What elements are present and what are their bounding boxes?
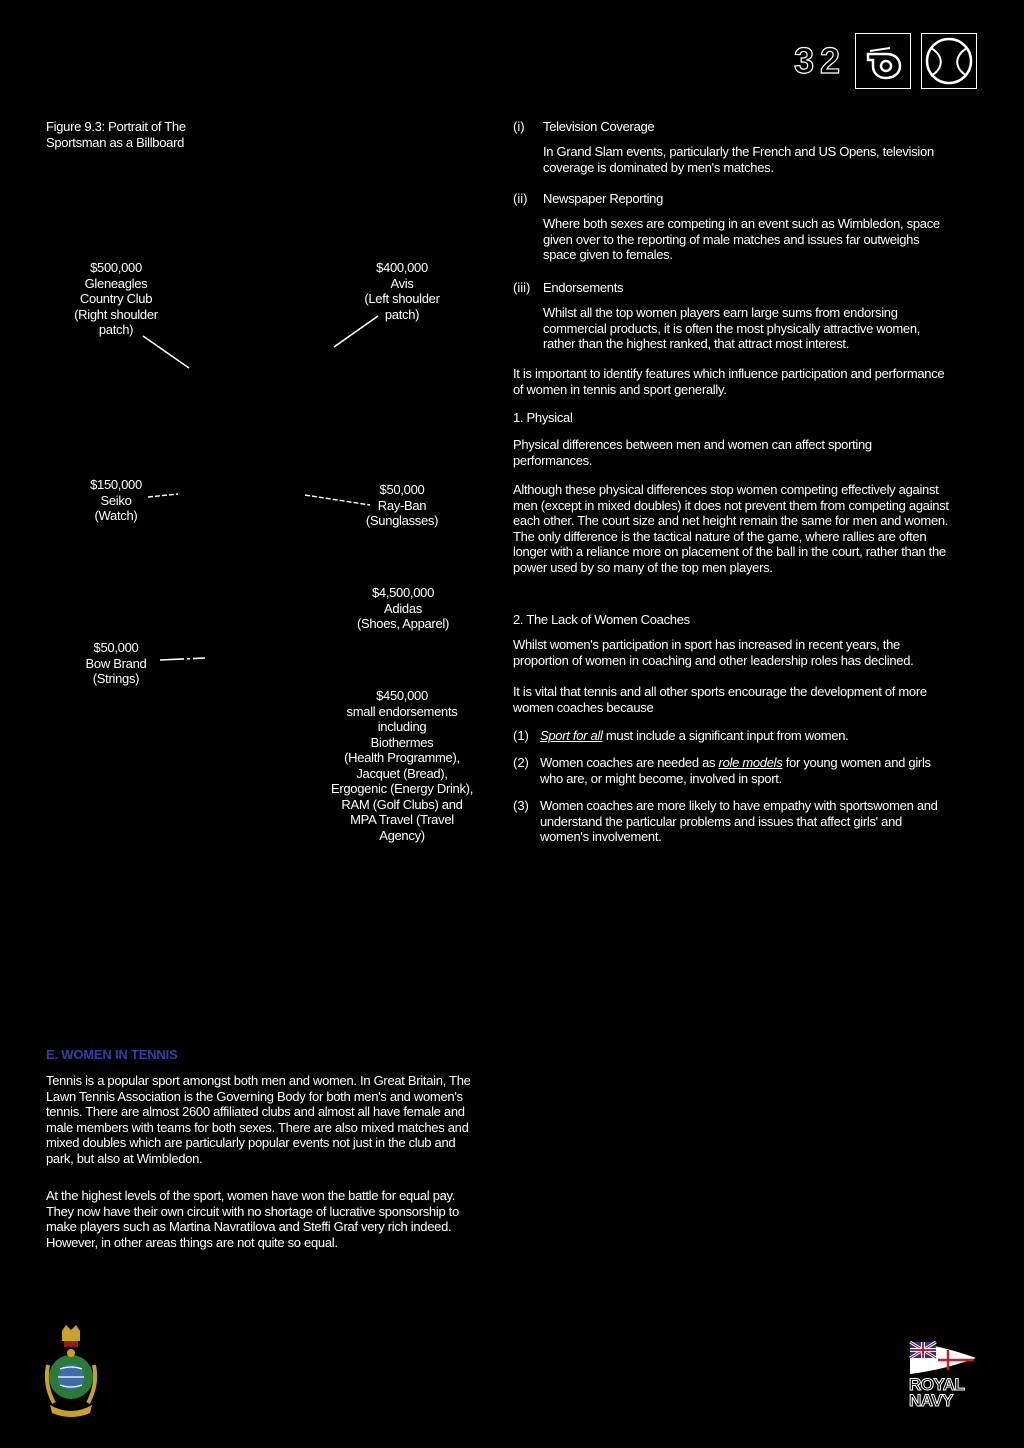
figure-label-adidas: $4,500,000 Adidas (Shoes, Apparel) [356,585,450,631]
coaches-reason-1-text: must include a significant input from women. [602,728,849,743]
physical-paragraph-2: Although these physical differences stop women competing effectively against men (except in mixed doubles) it does not prevent them from competing against each other. The court size and net height remain the same for men and women. The only difference is the tactical nature of the game, where rallies are often longer with a reliance more on placement of the ball in the court, rather than the power used by so many of the top men players. [513,482,949,575]
heading-physical: 1. Physical [513,410,573,425]
figure-label-gleneagles: $500,000 Gleneagles Country Club (Right shoulder patch) [74,260,158,337]
figure-caption: Figure 9.3: Portrait of The Sportsman as a Billboard [46,119,186,150]
list-item-number: (1) [513,728,529,743]
royal-navy-logo-text-line-1: ROYAL [909,1375,965,1394]
heading-lack-of-women-coaches: 2. The Lack of Women Coaches [513,612,690,627]
page-number: 32 [793,40,846,81]
royal-navy-logo-text [909,1377,964,1409]
coaches-reason-2 [540,755,950,786]
coaches-paragraph-1: Whilst women's participation in sport has increased in recent years, the proportion of women in coaching and other leadership roles has declined. [513,637,914,668]
sport-for-all-emphasis: Sport for all [540,728,603,743]
endorsements-text: Whilst all the top women players earn large sums from endorsing commercial products, it is often the most physically attractive women, rather than the highest ranked, that attract most interest. [543,305,921,351]
television-coverage-text: In Grand Slam events, particularly the French and US Opens, television coverage is dominated by men's matches. [543,144,934,175]
newspaper-reporting-text: Where both sexes are competing in an event such as Wimbledon, space given over to the reporting of male matches and issues far outweighs space given to females. [543,216,940,262]
tennis-ball-icon [921,33,977,89]
whistle-icon [855,33,911,89]
women-in-tennis-paragraph-1: Tennis is a popular sport amongst both men and women. In Great Britain, The Lawn Tennis Association is the Governing Body for both men's and women's tennis. There are almost 2600 affiliated clubs and almost all have female and male members with teams for both sexes. There are also mixed matches and mixed doubles which are particularly popular events not just in the club and park, but also at Wimbledon. [46,1073,471,1166]
heading-endorsements: Endorsements [543,280,624,295]
coaches-paragraph-2: It is vital that tennis and all other sports encourage the development of more women coaches because [513,684,927,715]
ensign-flag-icon [908,1340,978,1376]
coaches-reason-2-text-a: Women coaches are needed as [540,755,719,770]
list-item-number: (3) [513,798,529,813]
figure-label-small-endorsements: $450,000 small endorsements including Biothermes (Health Programme), Jacquet (Bread), Ergogenic (Energy Drink), RAM (Golf Clubs) and MPA Travel (Travel Agency) [330,688,474,843]
physical-paragraph-1: Physical differences between men and women can affect sporting performances. [513,437,872,468]
women-in-tennis-paragraph-2: At the highest levels of the sport, women have won the battle for equal pay. They now have their own circuit with no shortage of lucrative sponsorship to make players such as Martina Navratilova and Steffi Graf very rich indeed. However, in other areas things are not quite so equal. [46,1188,459,1250]
heading-newspaper-reporting: Newspaper Reporting [543,191,664,206]
coaches-reason-3: Women coaches are more likely to have empathy with sportswomen and understand the particular problems and issues that affect girls' and women's involvement. [540,798,938,844]
list-item-number: (i) [513,119,525,134]
list-item-number: (2) [513,755,529,770]
figure-label-seiko: $150,000 Seiko (Watch) [90,477,142,523]
royal-navy-logo [908,1340,978,1415]
role-models-emphasis: role models [718,755,783,770]
figure-label-rayban: $50,000 Ray-Ban (Sunglasses) [365,482,439,528]
coaches-reason-1 [540,728,950,744]
royal-marines-crest-logo [40,1325,102,1420]
list-item-number: (ii) [513,191,528,206]
coaches-reason-2-text-b: for young women and girls who are, or might become, involved in sport. [540,755,931,786]
figure-label-avis: $400,000 Avis (Left shoulder patch) [364,260,440,322]
figure-label-bowbrand: $50,000 Bow Brand (Strings) [85,640,147,686]
section-title-women-in-tennis: E. WOMEN IN TENNIS [46,1047,178,1062]
heading-television-coverage: Television Coverage [543,119,655,134]
leader-line-gleneagles [143,336,189,368]
list-item-number: (iii) [513,280,531,295]
royal-navy-logo-text-line-2: NAVY [909,1391,953,1410]
identify-features-paragraph: It is important to identify features which influence participation and performance of women in tennis and sport generally. [513,366,945,397]
